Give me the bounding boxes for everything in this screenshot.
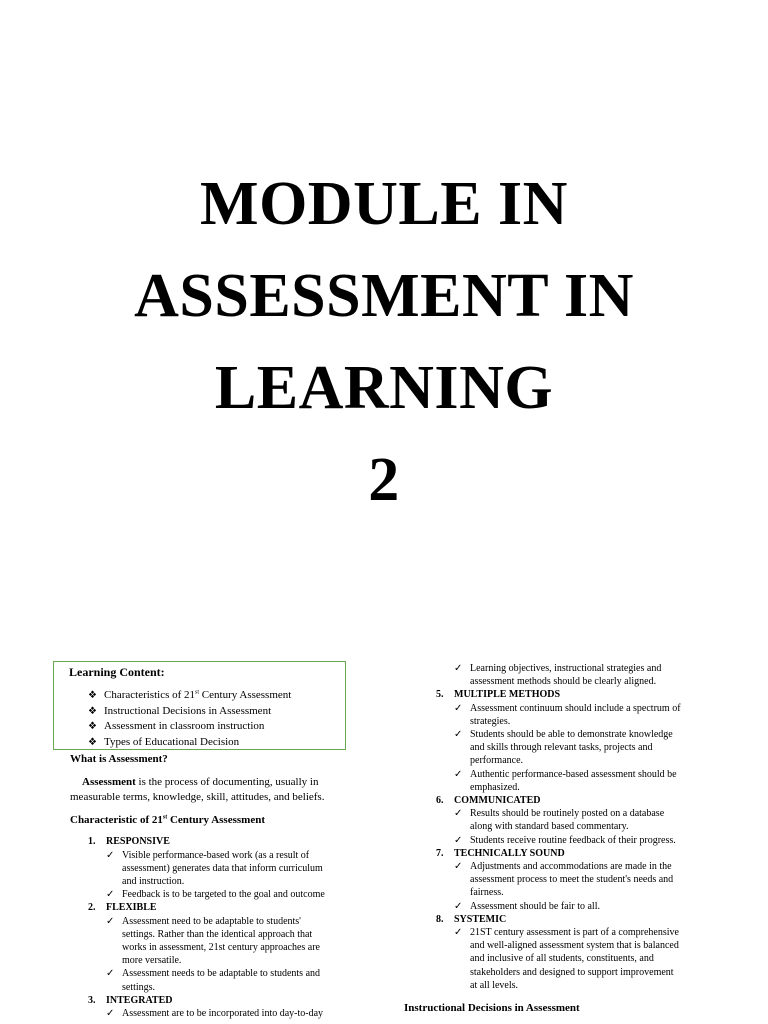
checkmark-icon: ✓ xyxy=(454,808,463,820)
list-item xyxy=(70,967,360,993)
section-name: TECHNICALLY SOUND xyxy=(454,847,565,859)
title-line: LEARNING xyxy=(214,354,554,422)
list-item xyxy=(88,704,291,720)
list-item xyxy=(70,849,360,889)
section-heading xyxy=(418,847,708,860)
section-heading xyxy=(70,994,360,1007)
checkmark-icon: ✓ xyxy=(454,663,463,674)
list-item xyxy=(70,1007,360,1020)
list-item xyxy=(418,702,708,728)
list-item xyxy=(88,688,291,704)
item-line: Adjustments and accommodations are made in the xyxy=(470,861,672,873)
item-line: 21ST century assessment is part of a comprehensive xyxy=(470,927,679,939)
item-line: fairness. xyxy=(470,887,504,899)
list-item xyxy=(418,900,708,913)
title-line: ASSESSMENT IN xyxy=(134,262,634,330)
item-text: Characteristics of 21 xyxy=(104,689,196,701)
item-line: Learning objectives, instructional strategies and xyxy=(470,663,662,674)
item-line: and inclusive of all students, constituents, and xyxy=(470,953,654,965)
list-item xyxy=(88,719,291,735)
section-number: 6. xyxy=(436,795,444,807)
item-line: and well-aligned assessment system that is balanced xyxy=(470,940,679,952)
item-line: and instruction. xyxy=(122,876,185,888)
checkmark-icon: ✓ xyxy=(454,768,463,780)
item-line: Feedback is to be targeted to the goal and outcome xyxy=(122,889,325,901)
diamond-bullet-icon: ❖ xyxy=(88,705,97,717)
list-item xyxy=(88,735,291,751)
item-line: Assessment should be fair to all. xyxy=(470,900,600,912)
list-item xyxy=(418,662,708,688)
learning-content-list xyxy=(88,688,291,750)
list-item xyxy=(418,768,708,794)
item-text: Instructional Decisions in Assessment xyxy=(104,704,272,717)
item-line: assessment) generates data that inform curriculum xyxy=(122,862,323,874)
section-name: FLEXIBLE xyxy=(106,902,157,914)
right-lead xyxy=(418,662,708,688)
superscript: st xyxy=(162,814,168,821)
diamond-bullet-icon: ❖ xyxy=(88,721,97,732)
item-line: Students should be able to demonstrate knowledge xyxy=(470,729,673,741)
checkmark-icon: ✓ xyxy=(454,927,463,939)
item-line: stakeholders and designed to support improvement xyxy=(470,966,674,978)
title-line: 2 xyxy=(368,446,400,514)
item-line: at all levels. xyxy=(470,979,519,991)
definition-text: is the process of documenting, usually in xyxy=(135,776,319,789)
section-heading xyxy=(418,688,708,701)
section-name: MULTIPLE METHODS xyxy=(454,689,561,701)
heading-text: Characteristic of 21 xyxy=(70,814,163,827)
checkmark-icon: ✓ xyxy=(106,1008,115,1020)
list-item xyxy=(70,888,360,901)
checkmark-icon: ✓ xyxy=(106,889,115,901)
superscript: st xyxy=(195,689,200,696)
item-line: more versatile. xyxy=(122,955,182,967)
characteristic-heading xyxy=(70,814,360,827)
instructional-heading: Instructional Decisions in Assessment xyxy=(404,1002,580,1015)
checkmark-icon: ✓ xyxy=(106,915,115,927)
section-heading xyxy=(70,901,360,914)
item-line: Students receive routine feedback of their progress. xyxy=(470,834,676,846)
diamond-bullet-icon: ❖ xyxy=(88,736,97,748)
list-item xyxy=(70,915,360,968)
item-line: Assessment need to be adaptable to students' xyxy=(122,915,301,927)
list-item xyxy=(418,834,708,847)
checkmark-icon: ✓ xyxy=(454,900,463,912)
checkmark-icon: ✓ xyxy=(106,849,115,861)
section-heading xyxy=(418,794,708,807)
section-name: RESPONSIVE xyxy=(106,836,170,848)
right-sections xyxy=(418,688,708,992)
list-item xyxy=(418,926,708,992)
list-item xyxy=(418,807,708,833)
heading-text: Century Assessment xyxy=(167,814,265,827)
section-name: COMMUNICATED xyxy=(454,795,541,807)
item-text: Types of Educational Decision xyxy=(104,735,240,748)
section-number: 2. xyxy=(88,902,96,914)
item-text: Assessment in classroom instruction xyxy=(104,720,265,732)
learning-content-box xyxy=(53,661,346,750)
item-line: Assessment needs to be adaptable to students and xyxy=(122,968,321,980)
item-line: emphasized. xyxy=(470,781,520,793)
item-line: settings. Rather than the identical approach that xyxy=(122,928,313,940)
item-line: assessment methods should be clearly aligned. xyxy=(470,676,657,688)
term-assessment: Assessment xyxy=(82,776,136,789)
item-line: along with standard based commentary. xyxy=(470,821,629,833)
item-line: Visible performance-based work (as a result of xyxy=(122,849,310,861)
right-column xyxy=(404,662,708,1015)
left-sections xyxy=(70,835,360,1020)
item-line: and skills through relevant tasks, projects and xyxy=(470,742,653,754)
item-line: settings. xyxy=(122,981,156,993)
what-is-heading: What is Assessment? xyxy=(70,753,168,765)
item-line: assessment process to meet the student's needs and xyxy=(470,874,674,886)
diamond-bullet-icon: ❖ xyxy=(88,690,97,701)
title-line: MODULE IN xyxy=(200,170,568,238)
item-text: Century Assessment xyxy=(199,689,292,701)
section-number: 7. xyxy=(436,847,444,859)
section-heading xyxy=(418,913,708,926)
section-number: 3. xyxy=(88,994,96,1006)
left-column xyxy=(70,753,360,1020)
section-number: 5. xyxy=(436,689,444,701)
checkmark-icon: ✓ xyxy=(106,968,115,980)
checkmark-icon: ✓ xyxy=(454,861,463,873)
item-line: Assessment are to be incorporated into day-to-day xyxy=(122,1008,324,1020)
item-line: works in assessment, 21st century approaches are xyxy=(122,942,320,954)
list-item xyxy=(418,728,708,768)
learning-content-heading: Learning Content: xyxy=(69,665,165,679)
section-heading xyxy=(70,835,360,848)
item-line: Assessment continuum should include a spectrum of xyxy=(470,702,681,714)
list-item xyxy=(418,860,708,900)
section-number: 1. xyxy=(88,836,96,848)
definition-text: measurable terms, knowledge, skill, attitudes, and beliefs. xyxy=(70,791,325,804)
item-line: Results should be routinely posted on a database xyxy=(470,808,665,820)
section-number: 8. xyxy=(436,913,444,925)
section-name: SYSTEMIC xyxy=(454,913,507,925)
definition-paragraph xyxy=(70,775,360,805)
checkmark-icon: ✓ xyxy=(454,702,463,714)
item-line: Authentic performance-based assessment should be xyxy=(470,768,677,780)
checkmark-icon: ✓ xyxy=(454,834,463,846)
checkmark-icon: ✓ xyxy=(454,729,463,741)
item-line: strategies. xyxy=(470,715,511,727)
module-title xyxy=(0,158,768,526)
item-line: performance. xyxy=(470,755,524,767)
section-name: INTEGRATED xyxy=(106,994,173,1006)
